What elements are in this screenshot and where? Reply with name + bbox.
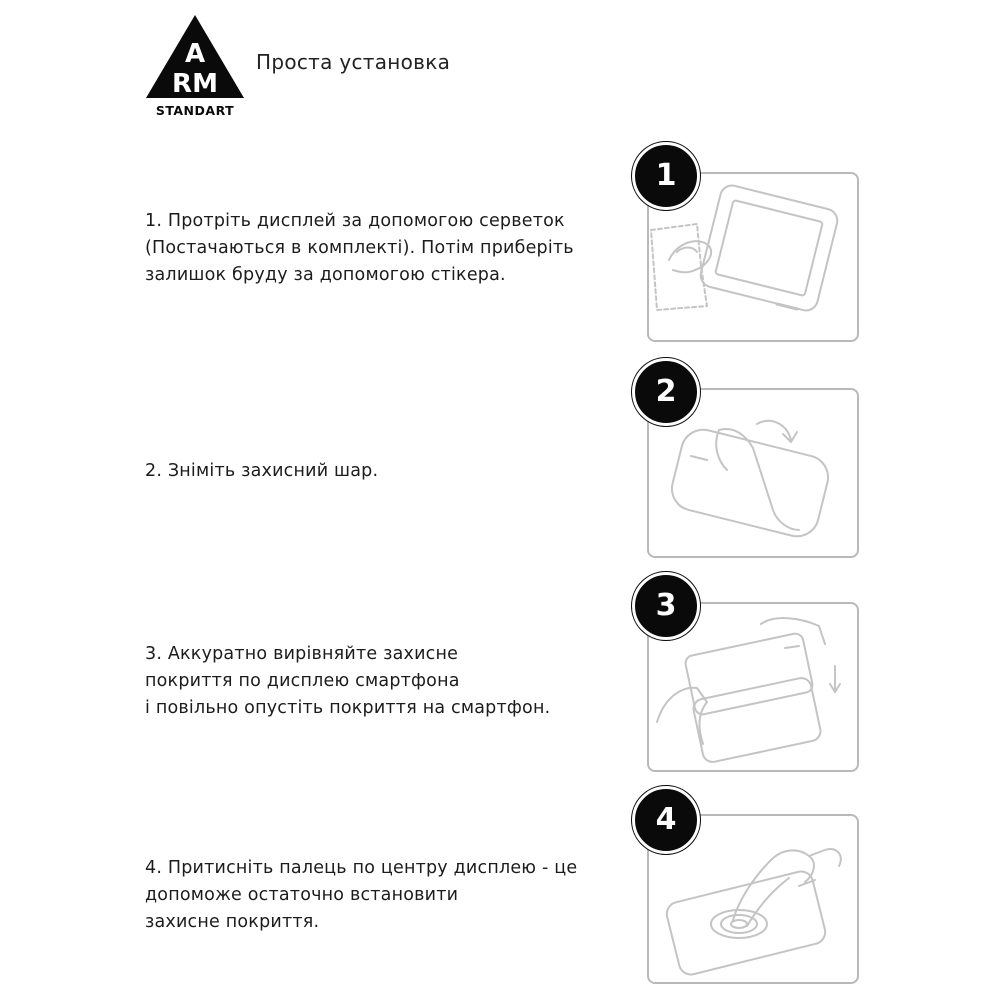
step-1-text (145, 208, 574, 289)
step-line: і повільно опустіть покриття на смартфон. (145, 698, 551, 718)
svg-text:STANDART: STANDART (155, 103, 235, 118)
step-line: залишок бруду за допомогою стікера. (145, 265, 506, 285)
step-line: 2. Зніміть захисний шар. (145, 461, 379, 481)
step-line: 3. Аккуратно вирівняйте захисне (145, 644, 459, 664)
arm-standart-logo (140, 12, 250, 122)
step-2-badge: 2 (632, 358, 700, 426)
step-line: допоможе остаточно встановити (145, 885, 459, 905)
step-4-text (145, 855, 577, 936)
svg-text:A: A (184, 39, 206, 69)
step-2-text (145, 458, 378, 485)
page-title: Проста установка (256, 50, 451, 74)
step-line: покриття по дисплею смартфона (145, 671, 460, 691)
step-line: (Постачаються в комплекті). Потім приберіть (145, 238, 574, 258)
step-line: 4. Притисніть палець по центру дисплею - це (145, 858, 578, 878)
step-line: 1. Протріть дисплей за допомогою серветок (145, 211, 565, 231)
step-3-text (145, 641, 550, 722)
step-line: захисне покриття. (145, 912, 320, 932)
step-1-badge: 1 (632, 142, 700, 210)
step-3-badge: 3 (632, 572, 700, 640)
step-4-badge: 4 (632, 786, 700, 854)
svg-text:RM: RM (172, 69, 218, 99)
